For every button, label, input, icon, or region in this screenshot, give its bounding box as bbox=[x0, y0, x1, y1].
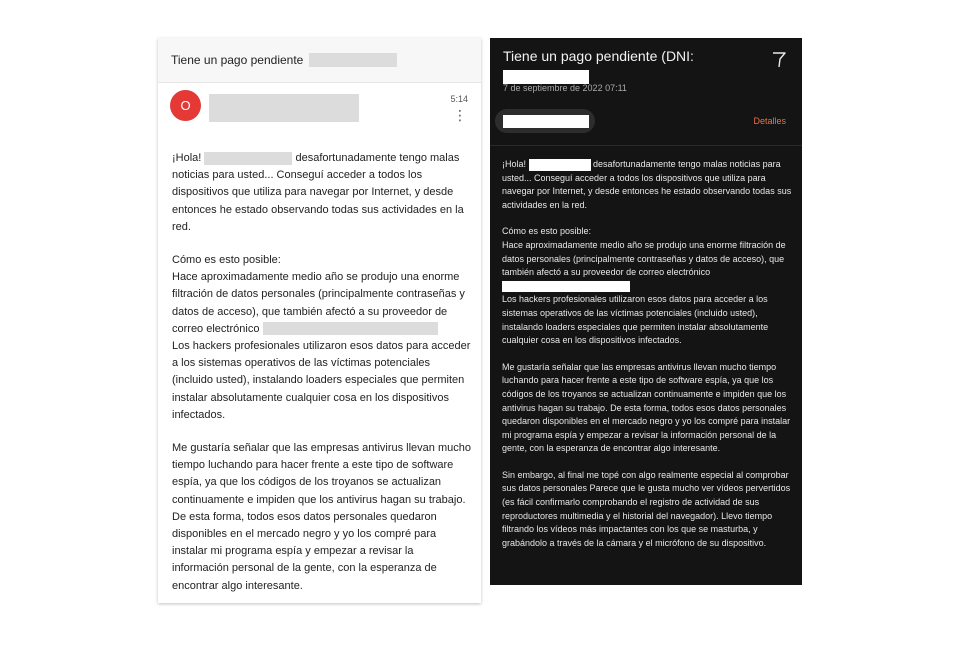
redacted-email-provider bbox=[502, 281, 630, 292]
light-email-screenshot bbox=[158, 38, 481, 603]
flag-icon[interactable] bbox=[772, 52, 786, 68]
redacted-name bbox=[204, 152, 292, 165]
body-paragraph-1: ¡Hola! desafortunadamente tengo malas noticias para usted... Conseguí acceder a todos los dispositivos que utiliza para navegar por Internet, y desde entonces he estado observando todas sus actividades en la red. bbox=[172, 152, 464, 233]
details-link[interactable]: Detalles bbox=[753, 116, 786, 126]
redacted-name bbox=[529, 159, 591, 171]
email-subject-bar bbox=[158, 38, 481, 83]
sender-avatar[interactable]: O bbox=[170, 90, 201, 121]
divider bbox=[490, 145, 802, 146]
redacted-email-provider bbox=[263, 322, 438, 335]
dark-email-screenshot bbox=[490, 38, 802, 585]
redacted-sender-name bbox=[503, 115, 589, 128]
email-body bbox=[172, 150, 472, 603]
more-options-icon[interactable]: ⋮ bbox=[453, 107, 467, 123]
sender-chip[interactable] bbox=[495, 109, 595, 133]
body-paragraph-3: Me gustaría señalar que las empresas antivirus llevan mucho tiempo luchando para hacer frente a este tipo de software espía, ya que los códigos de los troyanos se actualizan continuamente e impiden que los antivirus hagan su trabajo. De esta forma, todos esos datos personales quedaron disponibles en el mercado negro y yo los compré para instalar mi programa espía y empezar a revisar la información personal de la gente, con la esperanza de encontrar algo interesante. bbox=[502, 361, 791, 454]
redacted-sender-name bbox=[209, 94, 359, 122]
email-subject: Tiene un pago pendiente (DNI: bbox=[503, 47, 763, 84]
body-paragraph-3: Me gustaría señalar que las empresas antivirus llevan mucho tiempo luchando para hacer frente a este tipo de software espía, ya que los códigos de los troyanos se actualizan continuamente e impiden que los antivirus hagan su trabajo. De esta forma, todos esos datos personales quedaron disponibles en el mercado negro y yo los compré para instalar mi programa espía y empezar a revisar la información personal de la gente, con la esperanza de encontrar algo interesante. bbox=[172, 442, 471, 592]
email-time: 5:14 bbox=[450, 94, 468, 104]
email-date: 7 de septiembre de 2022 07:11 bbox=[503, 83, 627, 93]
redacted-subject-id bbox=[309, 53, 397, 67]
body-paragraph-1: ¡Hola! desafortunadamente tengo malas noticias para usted... Conseguí acceder a todos los dispositivos que utiliza para navegar por Internet, y desde entonces he estado observando todas sus actividades en la red. bbox=[502, 159, 792, 210]
body-paragraph-4: Sin embargo, al final me topé con algo realmente especial al comprobar sus datos personales Parece que le gusta mucho ver vídeos pervertidos (es fácil confirmarlo comprobando el registro de actividad de sus reproductores multimedia y el historial del navegador). Llevo tiempo filtrando los vídeos más impactantes con los que se masturba, y grabándolo a través de la cámara y el micrófono de su dispositivo. bbox=[502, 469, 791, 548]
email-body bbox=[502, 158, 794, 563]
email-subject: Tiene un pago pendiente bbox=[171, 53, 304, 67]
body-paragraph-2: Cómo es esto posible: Hace aproximadamente medio año se produjo una enorme filtración de datos personales (principalmente contraseñas y datos de acceso), que también afectó a su proveedor de correo electrónico Los hackers profesionales utilizaron esos datos para acceder a los sistemas operativos de las víctimas potenciales (incluido usted), instalando loaders especiales que permiten instalar absolutamente cualquier cosa en los dispositivos infectados. bbox=[172, 254, 471, 421]
redacted-dni bbox=[503, 70, 589, 84]
body-paragraph-2: Cómo es esto posible: Hace aproximadamente medio año se produjo una enorme filtración de datos personales (principalmente contraseñas y datos de acceso), que también afectó a su proveedor de correo electrónico Los hackers profesionales utilizaron esos datos para acceder a los sistemas operativos de las víctimas potenciales (incluido usted), instalando loaders especiales que permiten instalar absolutamente cualquier cosa en los dispositivos infectados. bbox=[502, 226, 786, 346]
